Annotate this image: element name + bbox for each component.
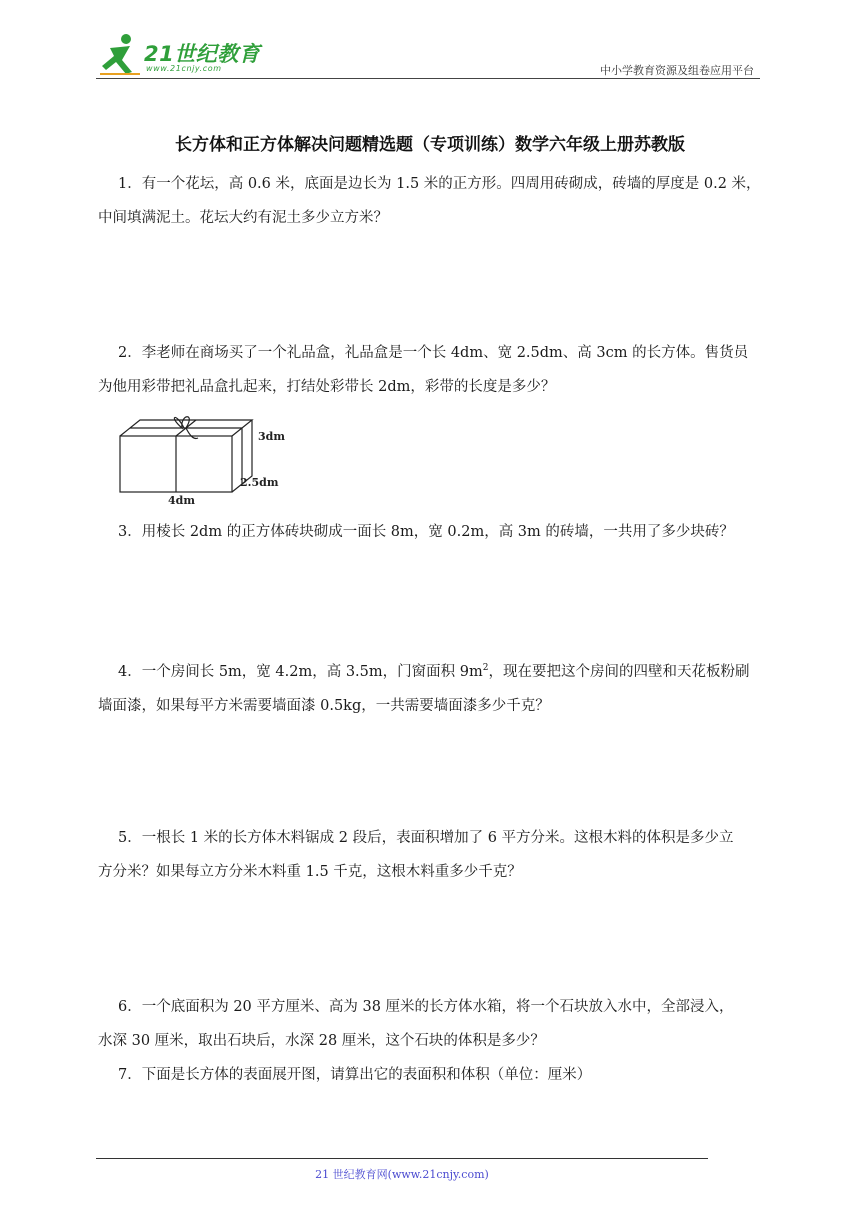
question-6: [98, 990, 768, 1058]
question-3: [118, 515, 768, 549]
length-label: 4dm: [168, 494, 195, 507]
platform-name: 中小学教育资源及组卷应用平台: [600, 64, 754, 77]
question-5: [98, 821, 768, 889]
question-2-line-1: 2．李老师在商场买了一个礼品盒，礼品盒是一个长 4dm、宽 2.5dm、高 3cm 的长方体。售货员: [118, 345, 749, 361]
gift-box-diagram: [116, 410, 296, 508]
question-4-line-1b: ，现在要把这个房间的四壁和天花板粉刷: [488, 663, 750, 680]
question-4: [98, 651, 768, 723]
question-4-line-1a: 4．一个房间长 5m，宽 4.2m，高 3.5m，门窗面积 9m: [118, 663, 483, 680]
question-2-line-2: 为他用彩带把礼品盒扎起来，打结处彩带长 2dm，彩带的长度是多少？: [98, 379, 556, 395]
site-logo: [96, 30, 276, 78]
question-1: [98, 167, 768, 235]
logo-text: 21世纪教育: [144, 42, 261, 66]
width-label: 2.5dm: [240, 476, 279, 489]
question-5-line-2: 方分米？如果每立方分米木料重 1.5 千克，这根木料重多少千克？: [98, 864, 522, 880]
logo-url: www.21cnjy.com: [146, 64, 222, 73]
question-6-line-1: 6．一个底面积为 20 平方厘米、高为 38 厘米的长方体水箱，将一个石块放入水中，全部浸入，: [118, 999, 734, 1015]
header-divider: [96, 78, 760, 79]
question-7: [118, 1058, 768, 1092]
question-7-line-1: 7．下面是长方体的表面展开图，请算出它的表面积和体积（单位：厘米）: [118, 1067, 592, 1083]
question-4-line-1: [118, 651, 768, 689]
question-3-line-1: 3．用棱长 2dm 的正方体砖块砌成一面长 8m，宽 0.2m，高 3m 的砖墙，一共用了多少块砖？: [118, 524, 734, 540]
question-1-line-1: 1．有一个花坛，高 0.6 米，底面是边长为 1.5 米的正方形。四周用砖砌成，砖墙的厚度是 0.2 米，: [118, 176, 761, 192]
question-6-line-2: 水深 30 厘米，取出石块后，水深 28 厘米，这个石块的体积是多少？: [98, 1033, 545, 1049]
page-header: [96, 30, 760, 78]
question-4-line-2: 墙面漆，如果每平方米需要墙面漆 0.5kg，一共需要墙面漆多少千克？: [98, 697, 550, 714]
square-superscript: 2: [482, 663, 489, 673]
footer-divider: [96, 1158, 708, 1159]
question-2: [98, 336, 768, 404]
runner-logo-icon: [96, 30, 144, 78]
question-5-line-1: 5．一根长 1 米的长方体木料锯成 2 段后，表面积增加了 6 平方分米。这根木料的体积是多少立: [118, 830, 734, 846]
footer-link[interactable]: 21 世纪教育网(www.21cnjy.com): [315, 1168, 489, 1181]
page-title: 长方体和正方体解决问题精选题（专项训练）数学六年级上册苏教版: [175, 135, 685, 155]
height-label: 3dm: [258, 430, 285, 443]
question-1-line-2: 中间填满泥土。花坛大约有泥土多少立方米？: [98, 210, 388, 226]
